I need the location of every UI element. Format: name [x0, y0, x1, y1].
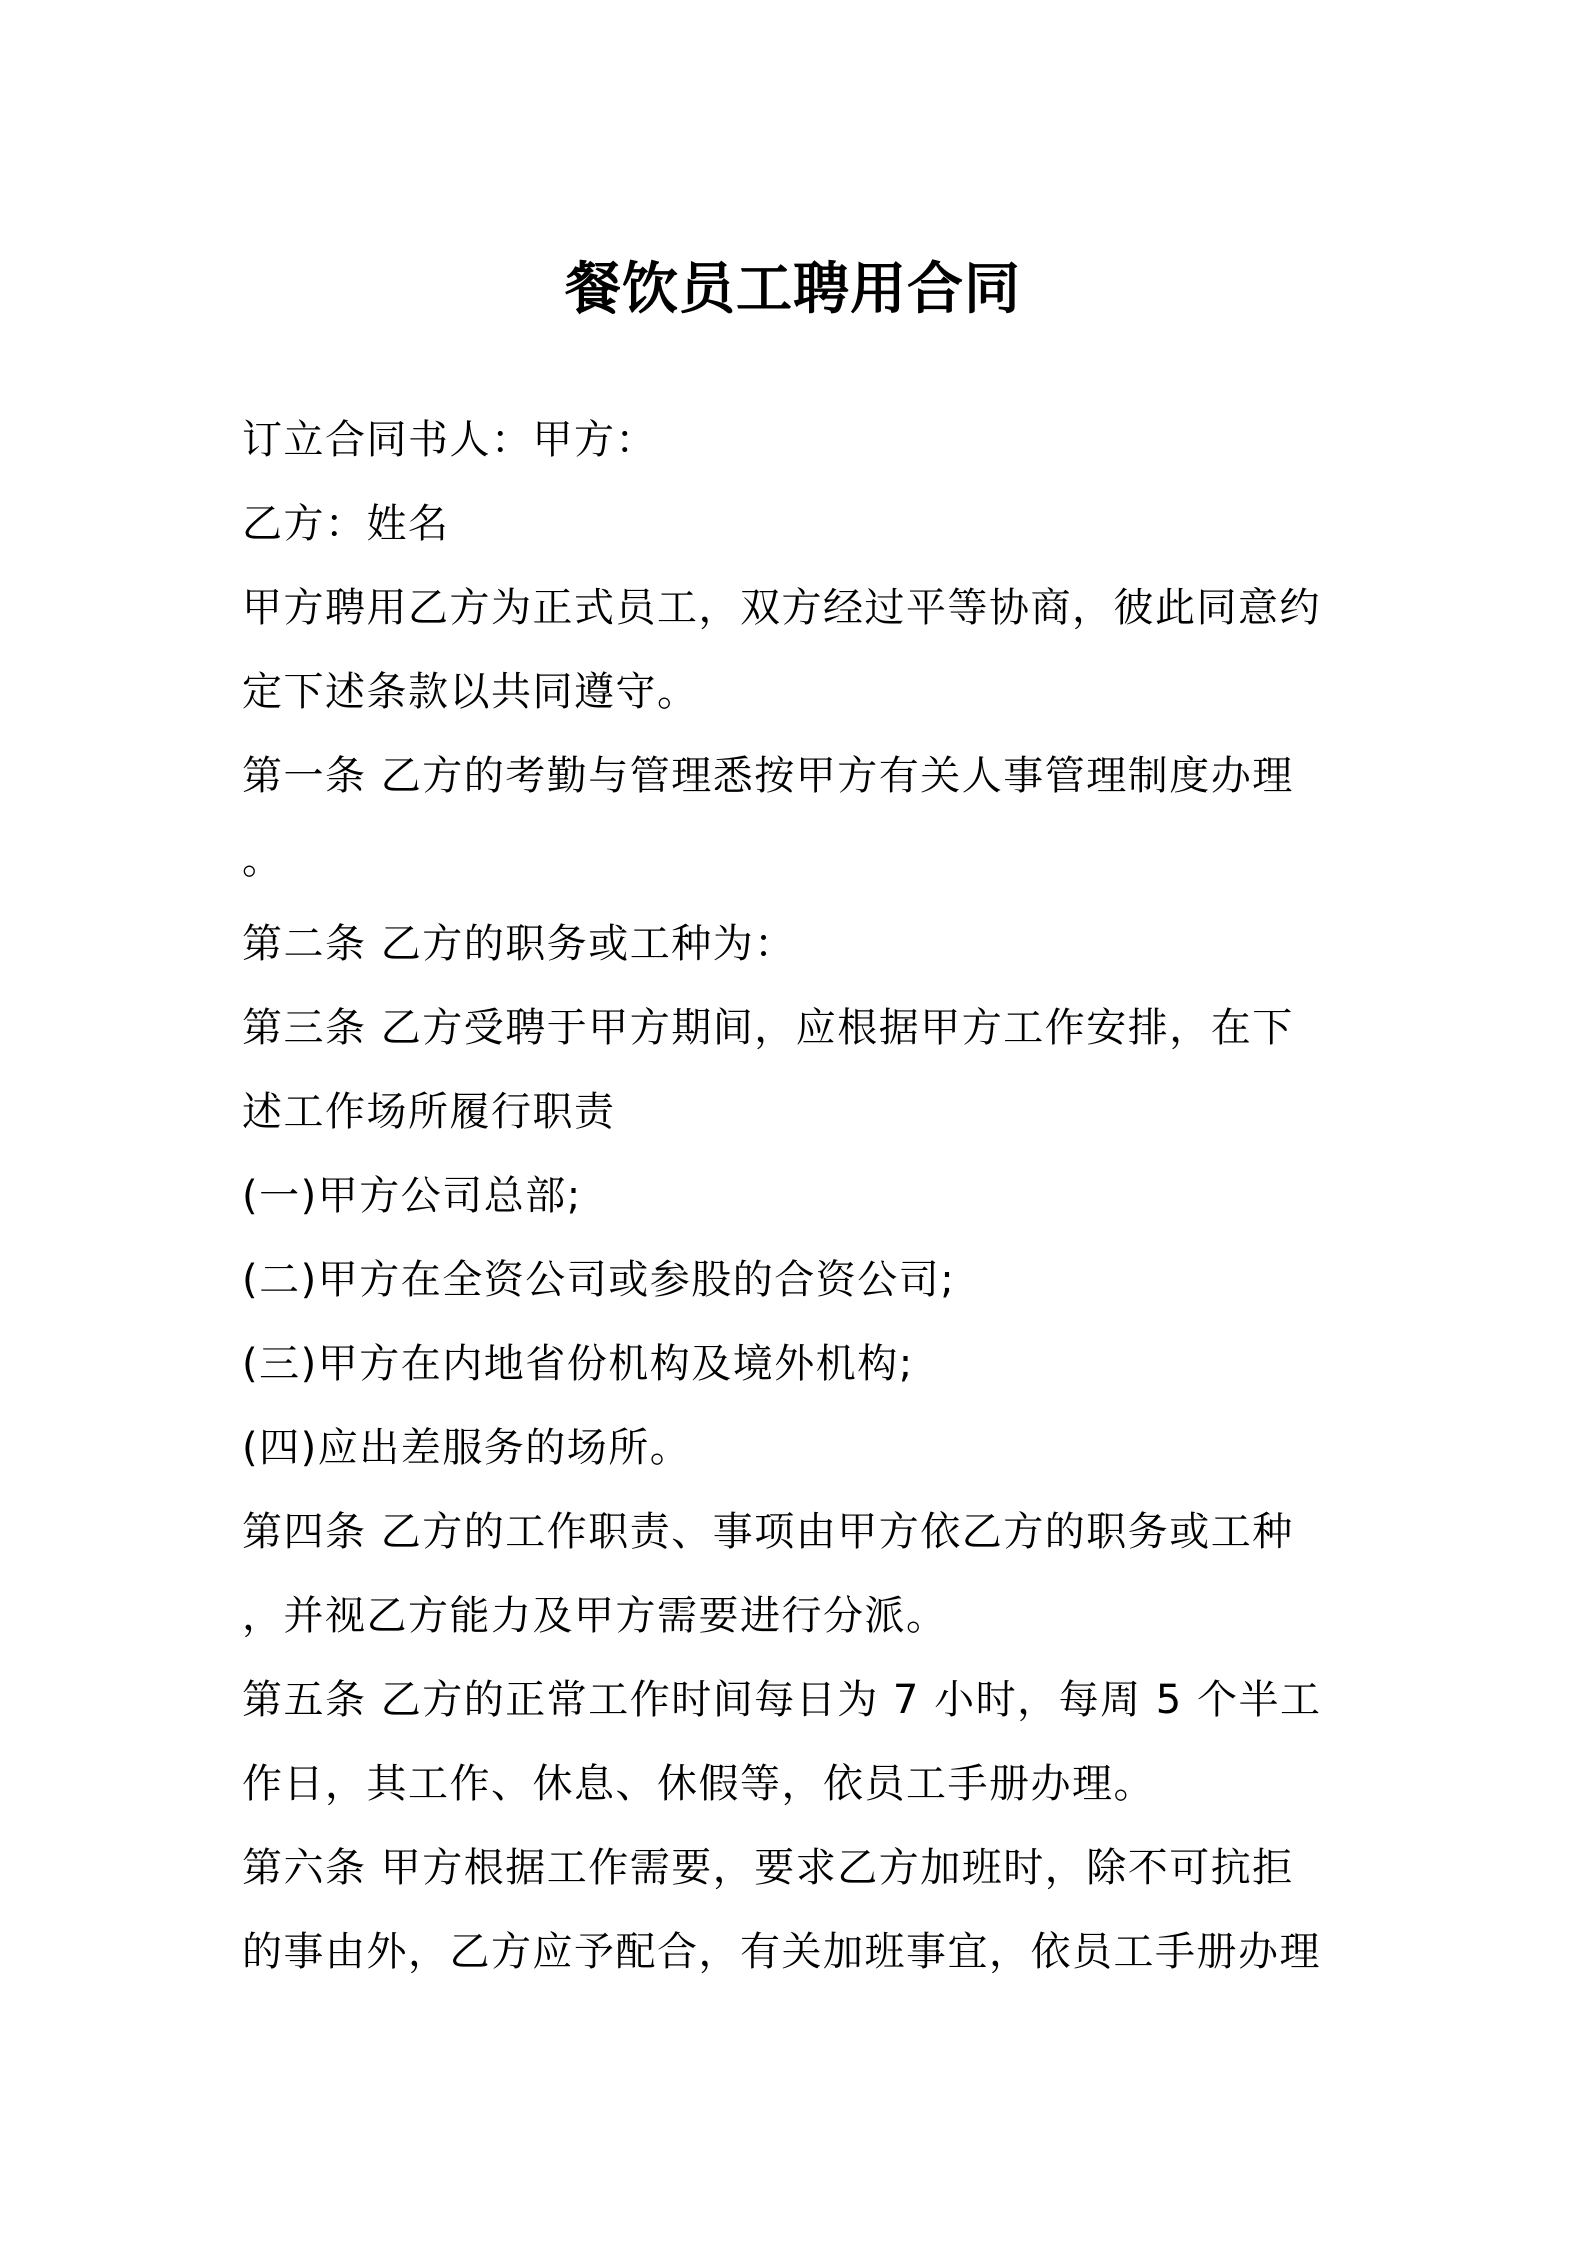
line-article-3: 第三条 乙方受聘于甲方期间，应根据甲方工作安排，在下 [242, 1005, 1294, 1051]
line-article-6: 第六条 甲方根据工作需要，要求乙方加班时，除不可抗拒 [242, 1845, 1294, 1891]
line-party-b: 乙方：姓名 [242, 501, 450, 547]
line-article-1-cont: 。 [242, 837, 284, 883]
line-intro-1: 甲方聘用乙方为正式员工，双方经过平等协商，彼此同意约 [242, 585, 1321, 631]
line-parties-header: 订立合同书人：甲方： [242, 417, 657, 463]
line-intro-2: 定下述条款以共同遵守。 [242, 669, 699, 715]
line-item-3: (三)甲方在内地省份机构及境外机构; [242, 1341, 914, 1387]
line-article-5: 第五条 乙方的正常工作时间每日为 7 小时，每周 5 个半工 [242, 1677, 1322, 1723]
line-article-4: 第四条 乙方的工作职责、事项由甲方依乙方的职务或工种 [242, 1509, 1294, 1555]
line-article-2: 第二条 乙方的职务或工种为： [242, 921, 796, 967]
line-item-2: (二)甲方在全资公司或参股的合资公司; [242, 1257, 956, 1303]
line-item-4: (四)应出差服务的场所。 [242, 1425, 692, 1471]
document-title: 餐饮员工聘用合同 [565, 257, 1021, 322]
line-article-6-cont: 的事由外，乙方应予配合，有关加班事宜，依员工手册办理 [242, 1929, 1321, 1975]
line-article-4-cont: ，并视乙方能力及甲方需要进行分派。 [242, 1593, 948, 1639]
line-article-3-cont: 述工作场所履行职责 [242, 1089, 616, 1135]
line-item-1: (一)甲方公司总部; [242, 1173, 582, 1219]
line-article-5-cont: 作日，其工作、休息、休假等，依员工手册办理。 [242, 1761, 1155, 1807]
line-article-1: 第一条 乙方的考勤与管理悉按甲方有关人事管理制度办理 [242, 753, 1294, 799]
